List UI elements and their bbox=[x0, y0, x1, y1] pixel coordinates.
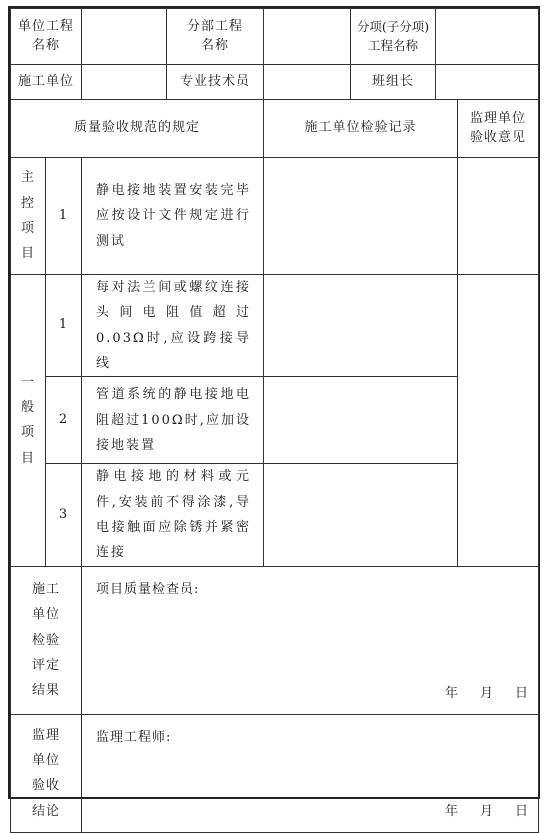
general-row-1 bbox=[11, 275, 539, 377]
record-cell[interactable] bbox=[264, 377, 458, 464]
unit-project-field[interactable] bbox=[82, 9, 264, 65]
division-subitem-cell bbox=[264, 9, 436, 65]
supervision-date bbox=[423, 803, 528, 822]
spec-column-header: 质量验收规范的规定 bbox=[11, 100, 264, 158]
main-control-row bbox=[11, 158, 539, 275]
item-text: 管道系统的静电接地电阻超过100Ω时,应加设接地装置 bbox=[82, 377, 264, 464]
eval-date bbox=[423, 685, 528, 704]
item-text: 静电接地的材料或元件,安装前不得涂漆,导电接触面应除锈并紧密连接 bbox=[82, 464, 264, 566]
general-label: 一 般 项 目 bbox=[11, 275, 46, 567]
team-leader-label: 班组长 bbox=[372, 73, 415, 89]
supervision-area[interactable] bbox=[82, 714, 539, 832]
unit-project-label: 单位工程 名称 bbox=[11, 9, 82, 65]
item-number: 2 bbox=[46, 377, 82, 464]
subitem-label: 分项(子分项) 工程名称 bbox=[356, 19, 430, 53]
item-text: 每对法兰间或螺纹连接头间电阻值超过 0.03Ω时,应设跨接导线 bbox=[82, 275, 264, 377]
column-header-row bbox=[11, 100, 539, 158]
unit-project-value[interactable] bbox=[82, 9, 167, 64]
construction-eval-label: 施工 单位 检验 评定 结果 bbox=[11, 566, 82, 714]
header-row-1 bbox=[11, 9, 539, 65]
item-number: 3 bbox=[46, 464, 82, 566]
record-column-header: 施工单位检验记录 bbox=[264, 100, 458, 158]
construction-unit-label: 施工单位 bbox=[11, 65, 82, 100]
subitem-value[interactable] bbox=[436, 9, 539, 65]
item-number: 1 bbox=[46, 158, 82, 275]
tech-team-cell bbox=[264, 65, 436, 100]
construction-eval-row bbox=[11, 566, 539, 714]
record-cell[interactable] bbox=[264, 464, 458, 566]
quality-inspector-label: 项目质量检查员: bbox=[96, 581, 200, 597]
supervision-row bbox=[11, 714, 539, 832]
main-control-label: 主 控 项 目 bbox=[11, 158, 46, 275]
tech-staff-value[interactable] bbox=[264, 65, 351, 99]
division-project-value[interactable] bbox=[264, 9, 351, 64]
month-label: 月 bbox=[479, 803, 493, 819]
record-cell[interactable] bbox=[264, 158, 458, 275]
construction-eval-area[interactable] bbox=[82, 566, 539, 714]
inspection-form bbox=[8, 6, 540, 819]
year-label: 年 bbox=[444, 685, 458, 701]
header-row-2 bbox=[11, 65, 539, 100]
supervising-engineer-label: 监理工程师: bbox=[96, 729, 172, 745]
team-leader-value[interactable] bbox=[436, 65, 539, 100]
record-cell[interactable] bbox=[264, 275, 458, 377]
opinion-cell[interactable] bbox=[458, 158, 539, 275]
opinion-column-header: 监理单位 验收意见 bbox=[458, 100, 539, 158]
division-project-label: 分部工程 名称 bbox=[187, 18, 244, 53]
inspection-table bbox=[10, 8, 539, 833]
month-label: 月 bbox=[479, 685, 493, 701]
item-number: 1 bbox=[46, 275, 82, 377]
construction-unit-value[interactable] bbox=[82, 65, 167, 99]
day-label: 日 bbox=[515, 685, 529, 701]
supervision-label: 监理 单位 验收 结论 bbox=[11, 714, 82, 832]
year-label: 年 bbox=[444, 803, 458, 819]
tech-staff-label: 专业技术员 bbox=[180, 73, 251, 89]
item-text: 静电接地装置安装完毕应按设计文件规定进行测试 bbox=[82, 158, 264, 275]
construction-unit-field bbox=[82, 65, 264, 100]
opinion-cell[interactable] bbox=[458, 275, 539, 567]
day-label: 日 bbox=[515, 803, 529, 819]
